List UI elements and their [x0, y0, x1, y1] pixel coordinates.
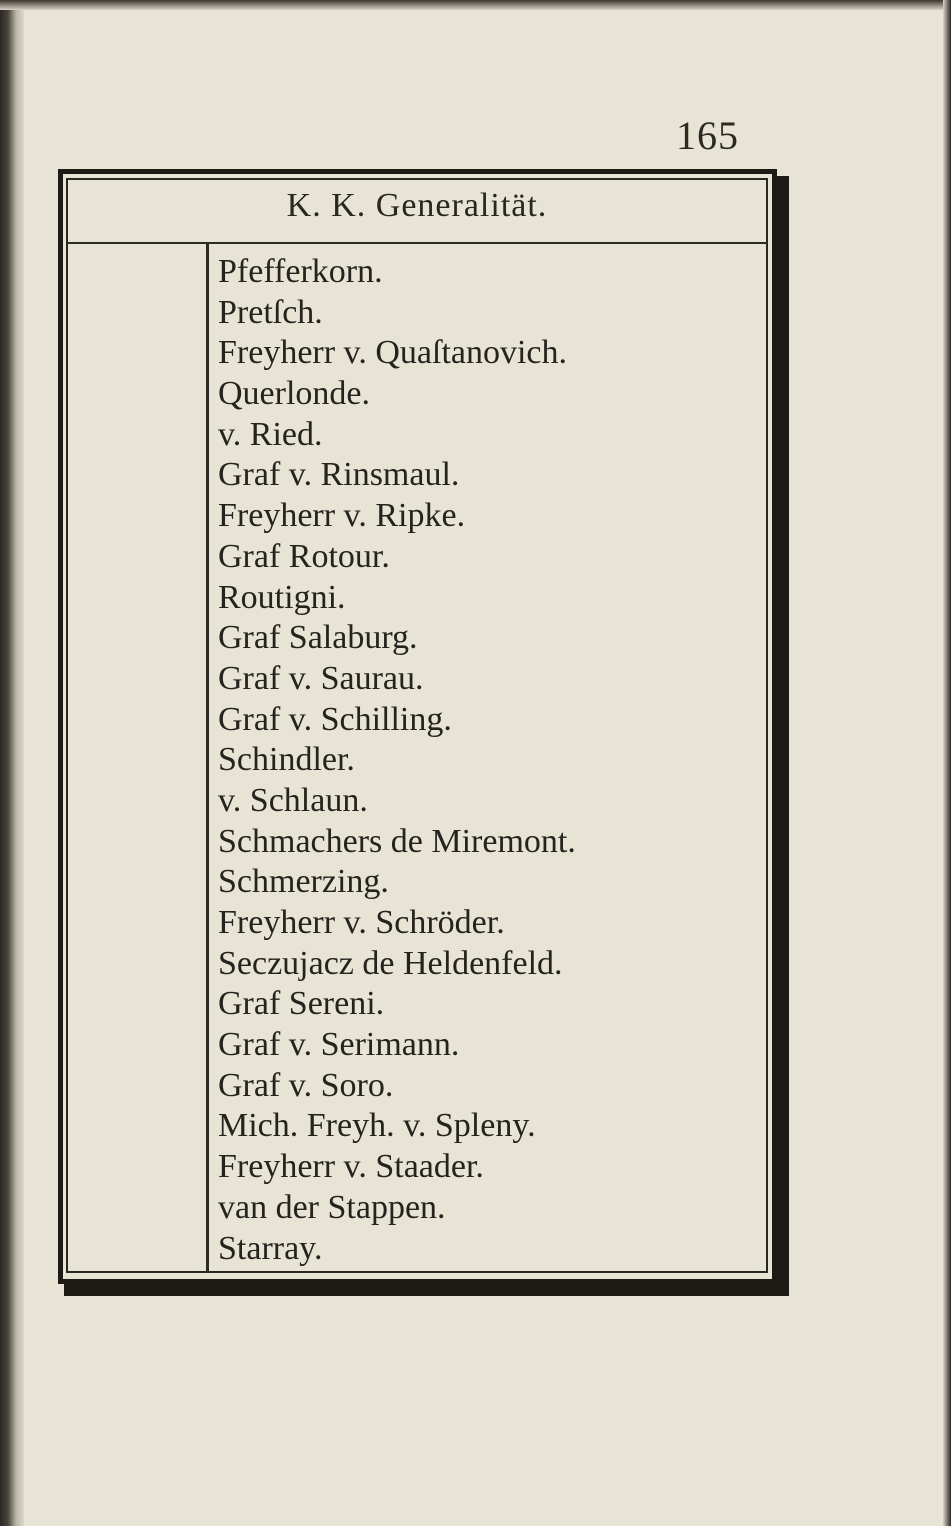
column-divider — [206, 244, 209, 1272]
page-left-edge — [0, 0, 24, 1526]
list-item: Freyherr v. Schröder. — [218, 904, 505, 941]
list-item: Freyherr v. Staader. — [218, 1148, 484, 1186]
list-item: Graf v. Rinsmaul. — [218, 456, 460, 494]
table-header-title: K. K. Generalität. — [286, 187, 548, 224]
list-item: Schmerzing. — [218, 863, 389, 901]
list-item: Mich. Freyh. v. Spleny. — [218, 1107, 536, 1145]
page-number: 165 — [676, 113, 739, 158]
name-list — [218, 252, 576, 1270]
frame-shadow-right — [777, 176, 789, 1296]
list-item: Freyherr v. Ripke. — [218, 497, 466, 535]
list-item: Graf v. Soro. — [218, 1066, 394, 1104]
page-right-edge — [943, 0, 951, 1526]
list-item: Graf v. Schilling. — [218, 700, 452, 738]
list-item: van der Stappen. — [218, 1188, 446, 1226]
list-item: Graf v. Serimann. — [218, 1026, 460, 1064]
list-item: Routigni. — [218, 578, 346, 616]
list-item: Graf Salaburg. — [218, 619, 418, 657]
list-item: Querlonde. — [218, 375, 371, 413]
list-item: v. Schlaun. — [218, 781, 368, 819]
list-item: Starray. — [218, 1229, 323, 1267]
list-item: Schindler. — [218, 741, 355, 779]
page-top-edge — [0, 0, 951, 10]
list-item: Pfefferkorn. — [218, 253, 383, 290]
list-item: Freyherr v. Quaſtanovich. — [218, 334, 568, 372]
list-item: Graf Rotour. — [218, 537, 390, 575]
list-item: Pretſch. — [218, 293, 323, 331]
list-item: v. Ried. — [218, 415, 323, 453]
list-item: Graf v. Saurau. — [218, 659, 424, 697]
list-item: Graf Sereni. — [218, 985, 385, 1023]
header-divider — [68, 242, 766, 244]
list-item: Schmachers de Miremont. — [218, 822, 576, 860]
list-item: Seczujacz de Heldenfeld. — [218, 944, 563, 982]
frame-shadow-bottom — [64, 1284, 789, 1296]
